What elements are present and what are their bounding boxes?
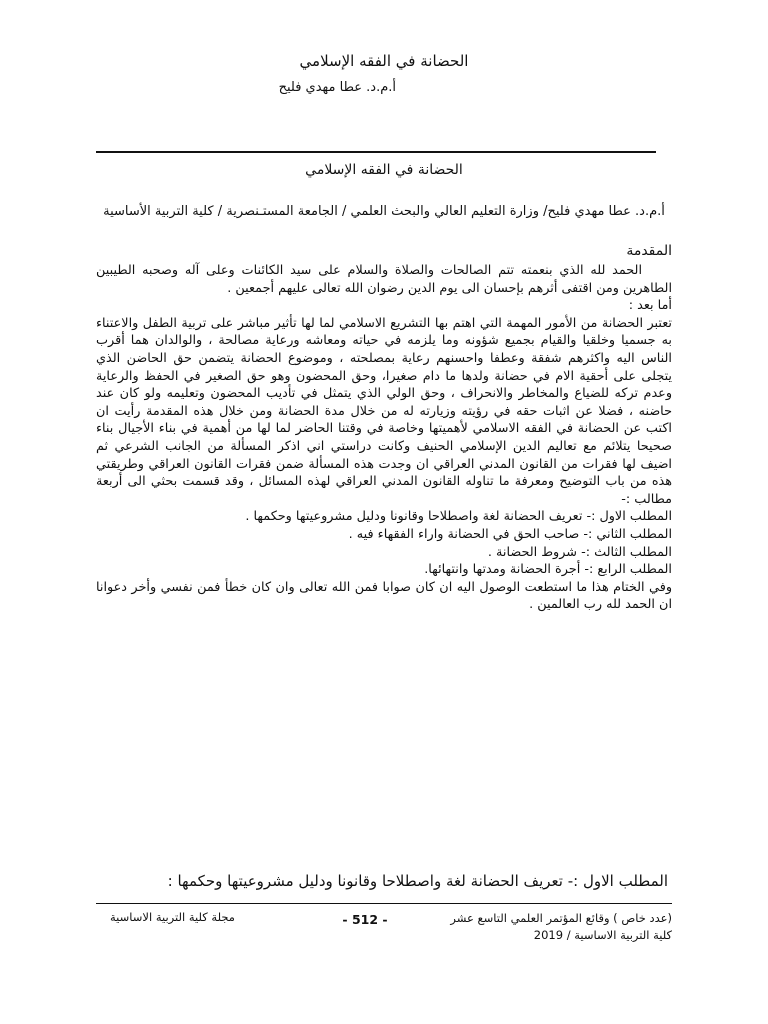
footer-conference-line: (عدد خاص ) وقائع المؤتمر العلمي التاسع عشر <box>450 911 672 925</box>
footer-conference-line: كلية التربية الاساسية / 2019 <box>533 928 672 942</box>
running-header-title: الحضانة في الفقه الإسلامي <box>299 52 469 70</box>
footer-divider <box>96 903 672 904</box>
section-one-heading: المطلب الاول :- تعريف الحضانة لغة واصطلاحا وقانونا ودليل مشروعيتها وحكمها : <box>167 872 668 890</box>
closing-paragraph: وفي الختام هذا ما استطعت الوصول اليه ان كان صوابا فمن الله تعالى وان كان خطأ فمن نفسي وأخر دعوانا ان الحمد لله رب العالمين . <box>96 579 672 613</box>
main-paragraph: تعتبر الحضانة من الأمور المهمة التي اهتم بها التشريع الاسلامي لما لها تأثير مباشر على تربية الطفل والاعتناء به جسميا وخلقيا والقيام بجميع شؤونه وما يلزمه في حياته ومعاشه ورعاية مصالحة ، والوالدان هما أقرب الناس اليه واكثرهم شفقة وعطفا واحسنهم رعاية بمصلحته ، وموضوع الحضانة يتضمن حق الحاضن الذي يتجلى على أحقية الام في حضانة ولدها ما دام صغيرا، وحق المحضون وهو حق الصغير في الحفظ والرعاية وعدم تركه للضياع والمخاطر والانحراف ، وحق الولي الذي يتمثل في تأديب المحضون وتعليمه ولو كان عند حاضنه ، فضلا عن اثبات حقه في رؤيته وزيارته له من خلال مدة الحضانة ومن خلال هذه المقدمة رأيت ان اكتب عن الحضانة في الفقه الاسلامي لأهميتها وخاصة في وقتنا الحاضر لما لها من أهمية في بناء الأجيال بناء صحيحا يتلائم مع تعاليم الدين الإسلامي الحنيف وكانت دراستي اني اذكر المسألة من الجانب الشرعي ثم اضيف لها فقرات من القانون المدني العراقي ان وجدت هذه المسألة ضمن فقرات القانون العراقي وطريقتي هذه من باب التوضيح ومعرفة ما تناوله القانون المدني العراقي لهذه المسائل ، وقد قسمت بحثي الى أربعة مطالب :- <box>96 315 672 507</box>
author-affiliation: أ.م.د. عطا مهدي فليح/ وزارة التعليم العالي والبحث العلمي / الجامعة المستـنصرية / كلية التربية الأساسية <box>103 204 665 219</box>
header-divider <box>96 151 656 153</box>
intro-heading: المقدمة <box>626 243 672 259</box>
article-body <box>96 262 672 614</box>
page-number: - 512 - <box>342 912 388 927</box>
section-item: المطلب الرابع :- أجرة الحضانة ومدتها وانتهائها. <box>424 562 672 578</box>
footer-journal-name: مجلة كلية التربية الاساسية <box>110 910 235 924</box>
running-header-author: أ.م.د. عطا مهدي فليح <box>278 80 396 95</box>
sections-list <box>96 508 672 578</box>
transition-line: أما بعد : <box>628 298 672 314</box>
section-item: المطلب الثالث :- شروط الحضانة . <box>487 544 672 560</box>
footer-conference <box>392 910 672 944</box>
intro-paragraph: الحمد لله الذي بنعمته تتم الصالحات والصلاة والسلام على سيد الكائنات وعلى آله وصحبه الطيبين الطاهرين ومن اقتفى أثرهم بإحسان الى يوم الدين رضوان الله تعالى عليهم أجمعين . <box>96 263 672 296</box>
section-item: المطلب الاول :- تعريف الحضانة لغة واصطلاحا وقانونا ودليل مشروعيتها وحكمها . <box>245 509 672 525</box>
section-item: المطلب الثاني :- صاحب الحق في الحضانة واراء الفقهاء فيه . <box>348 526 672 542</box>
article-title: الحضانة في الفقه الإسلامي <box>305 162 463 178</box>
